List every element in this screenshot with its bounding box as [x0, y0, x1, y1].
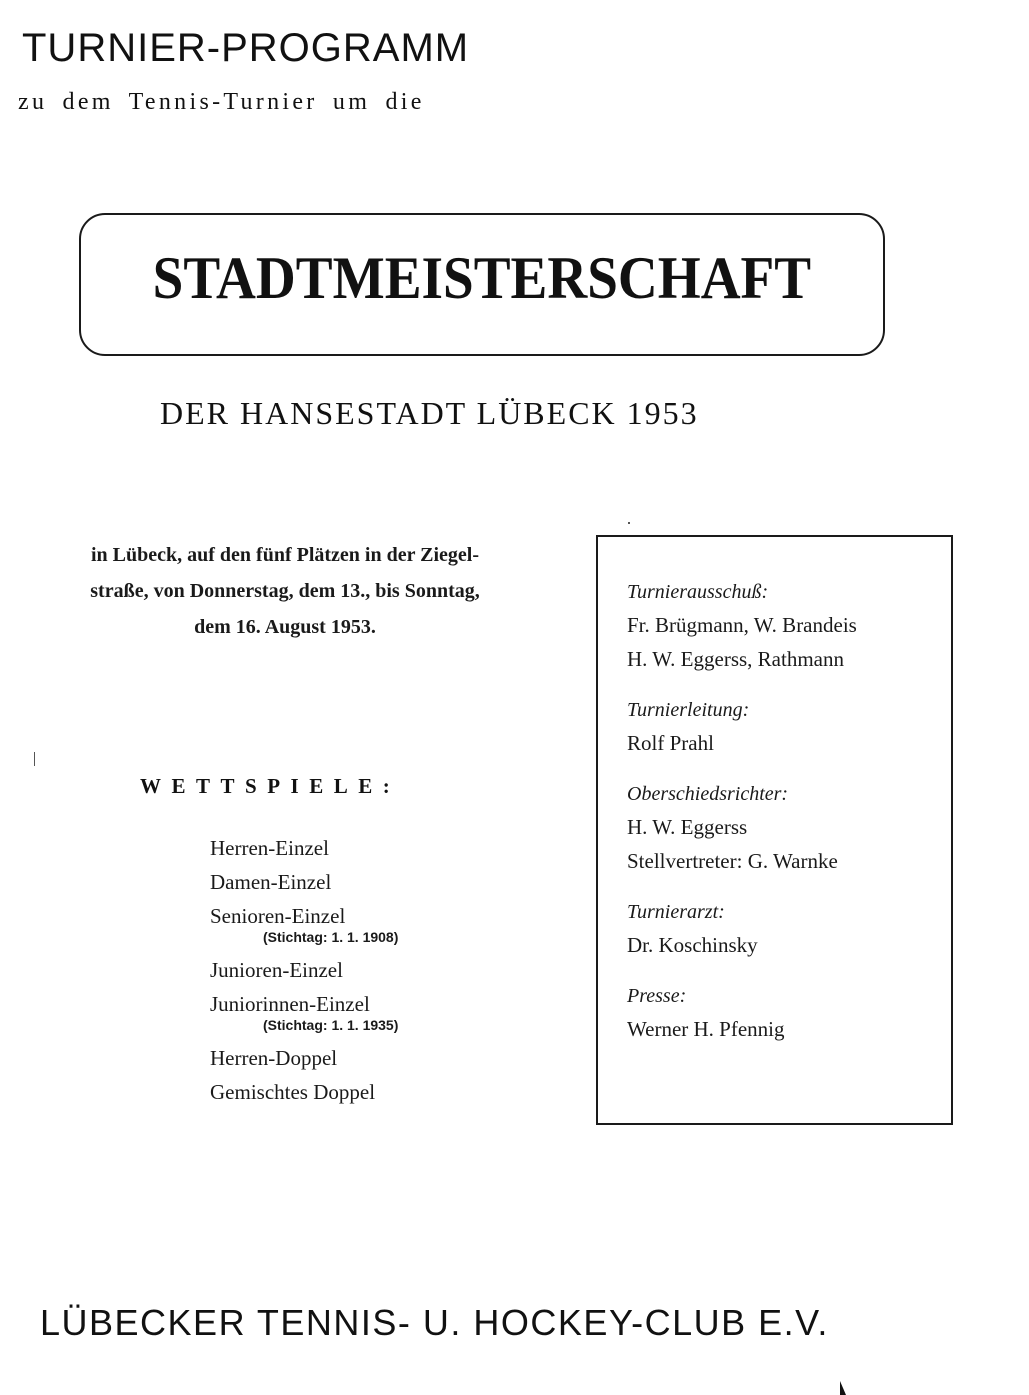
intro-line: in Lübeck, auf den fünf Plätzen in der Ziegel- — [91, 544, 479, 566]
event-note: (Stichtag: 1. 1. 1935) — [263, 1017, 399, 1033]
section-line: Fr. Brügmann, W. Brandeis — [627, 613, 857, 637]
event-item: Herren-Einzel — [210, 836, 329, 860]
scan-speck — [34, 752, 35, 766]
main-subtitle: DER HANSESTADT LÜBECK 1953 — [160, 395, 699, 431]
program-title: TURNIER-PROGRAMM — [22, 26, 470, 70]
section-label: Turnierausschuß: — [627, 581, 769, 603]
section-line: H. W. Eggerss, Rathmann — [627, 647, 844, 671]
section-line: Werner H. Pfennig — [627, 1017, 785, 1041]
main-title — [79, 245, 885, 311]
events-list — [210, 838, 398, 1116]
section-line: H. W. Eggerss — [627, 815, 748, 839]
event-item: Senioren-Einzel — [210, 904, 346, 928]
intro-paragraph — [20, 537, 550, 645]
section-label: Turnierleitung: — [627, 699, 750, 721]
event-note: (Stichtag: 1. 1. 1908) — [263, 929, 399, 945]
officials-section-press — [627, 982, 857, 1048]
section-label: Oberschiedsrichter: — [627, 783, 789, 805]
officials-section-management — [627, 696, 857, 762]
event-item: Juniorinnen-Einzel — [210, 992, 370, 1016]
officials-section-doctor — [627, 898, 857, 964]
section-label: Presse: — [627, 985, 687, 1007]
events-heading: WETTSPIELE: — [140, 774, 401, 798]
intro-line: straße, von Donnerstag, dem 13., bis Sonntag, — [90, 580, 480, 602]
officials-section-referee — [627, 780, 857, 880]
section-line: Rolf Prahl — [627, 731, 714, 755]
section-line: Dr. Koschinsky — [627, 933, 758, 957]
scan-speck — [628, 522, 630, 524]
event-item: Gemischtes Doppel — [210, 1080, 376, 1104]
event-item: Junioren-Einzel — [210, 958, 343, 982]
section-line: Stellvertreter: G. Warnke — [627, 849, 838, 873]
scan-mark — [840, 1381, 846, 1395]
main-title-text: STADTMEISTERSCHAFT — [152, 245, 812, 311]
event-item: Herren-Doppel — [210, 1046, 338, 1070]
officials-section-committee — [627, 578, 857, 678]
section-label: Turnierarzt: — [627, 901, 725, 923]
intro-line: dem 16. August 1953. — [194, 616, 376, 638]
event-item: Damen-Einzel — [210, 870, 332, 894]
club-name: LÜBECKER TENNIS- U. HOCKEY-CLUB E.V. — [40, 1302, 829, 1343]
program-subtitle: zu dem Tennis-Turnier um die — [18, 89, 425, 115]
officials-list — [627, 578, 857, 1066]
